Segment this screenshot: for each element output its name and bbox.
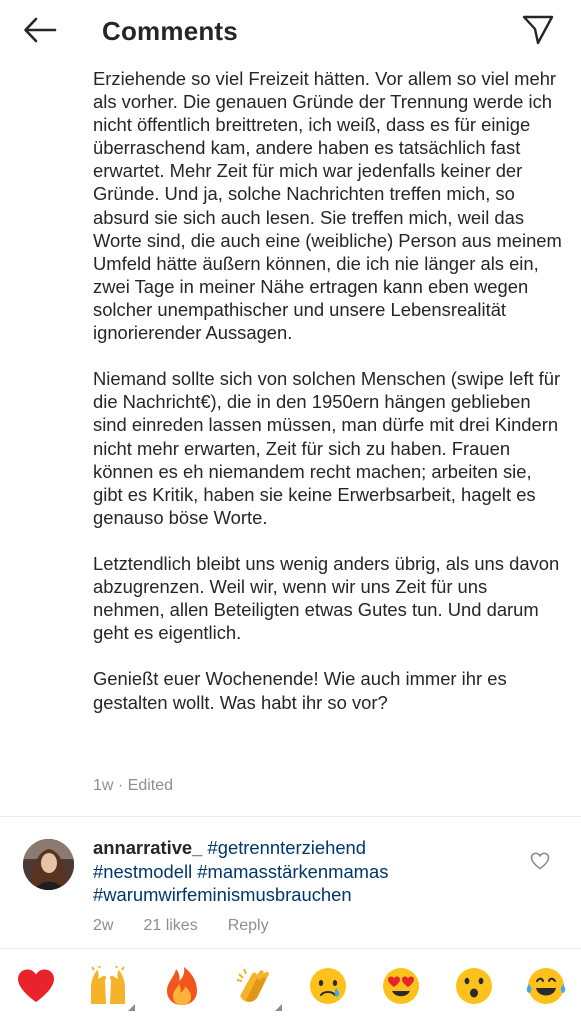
caption-paragraph-1: Erziehende so viel Freizeit hätten. Vor allem so viel mehr als vorher. Die genauen Gründe der Trennung werde ich nicht öffentlich breittreten, ich weiß, dass es für einige überraschend kam, andere haben es tatsächlich fast erwartet. Mehr Zeit für mich war jedenfalls keiner der Gründe. Und ja, solche Nachrichten treffen mich, so absurd sie sich auch lesen. Sie treffen mich, weil das Worte sind, die auch eine (weibliche) Person aus meinem Umfeld hätte äußern können, die ich nie länger als ein, zwei Tage in meiner Nähe ertragen kann eben wegen solcher unempathischer und unsere Lebensrealität ignorierender Aussagen. [93, 68, 562, 344]
heart-outline-icon [530, 857, 550, 874]
comment-like-button[interactable] [530, 852, 552, 874]
hashtag-link[interactable]: #mamasstärkenmamas [197, 860, 389, 882]
divider [0, 816, 581, 817]
caption-paragraph-4: Genießt euer Wochenende! Wie auch immer ihr es gestalten wollt. Was habt ihr so vor? [93, 668, 507, 713]
clapping-hands-icon[interactable] [234, 965, 276, 1007]
comment-item [0, 830, 581, 940]
fire-icon[interactable] [161, 965, 203, 1007]
hashtag-link[interactable]: #getrennterziehend [207, 837, 367, 858]
comment-likes[interactable]: 21 likes [143, 917, 198, 934]
comment-username[interactable]: annarrative_ [93, 837, 203, 858]
reply-button[interactable]: Reply [227, 917, 269, 934]
crying-face-icon[interactable] [307, 965, 349, 1007]
caption-meta: 1w · Edited [93, 777, 174, 794]
caption-paragraph-2: Niemand sollte sich von solchen Menschen (swipe left für die Nachricht€), die in den 1950ern hängen geblieben sind einreden lassen müssen, man dürfe mit drei Kindern nicht mehr erwarten, Zeit für sich zu haben. Frauen können es eh niemandem recht machen; arbeiten sie, gibt es Kritik, haben sie keine Erwerbsarbeit, hagelt es genauso böse Worte. [93, 368, 561, 528]
back-button[interactable] [20, 14, 60, 50]
share-button[interactable] [518, 12, 558, 52]
red-heart-icon[interactable] [15, 965, 57, 1007]
paper-plane-icon [521, 14, 555, 51]
post-caption [93, 52, 563, 772]
hashtag-link[interactable]: #nestmodell [93, 860, 193, 882]
comment-text [93, 836, 513, 907]
avatar[interactable] [23, 839, 74, 890]
heart-eyes-icon[interactable] [380, 965, 422, 1007]
comment-meta [93, 917, 299, 935]
caption-paragraph-3: Letztendlich bleibt uns wenig anders übrig, als uns davon abzugrenzen. Weil wir, wenn wir uns Zeit für uns nehmen, allen Beteiligten etwas Gutes tun. Und darum geht es eigentlich. [93, 552, 560, 644]
page-title: Comments [102, 16, 238, 46]
arrow-left-icon [23, 17, 57, 48]
comment-time: 2w [93, 917, 114, 934]
raising-hands-icon[interactable] [87, 965, 129, 1007]
variant-indicator [128, 1004, 135, 1011]
header-bar [0, 0, 581, 64]
variant-indicator [275, 1004, 282, 1011]
astonished-face-icon[interactable] [453, 965, 495, 1007]
tears-of-joy-icon[interactable] [525, 965, 567, 1007]
emoji-reaction-bar [0, 948, 581, 1024]
hashtag-link[interactable]: #warumwirfeminismusbrauchen [93, 884, 352, 905]
